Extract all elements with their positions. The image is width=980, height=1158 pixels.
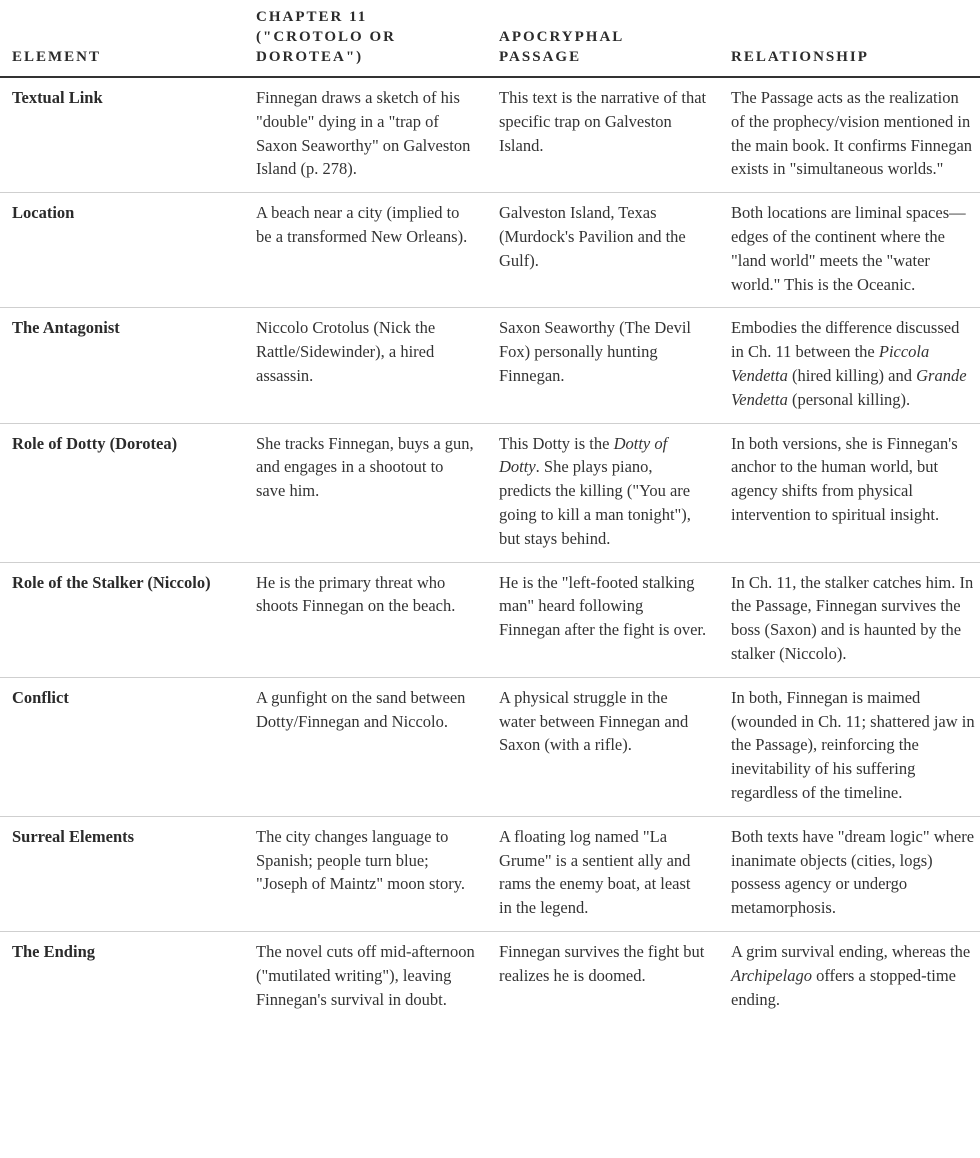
- header-element-label: ELEMENT: [12, 49, 102, 65]
- header-relationship: [719, 0, 980, 77]
- text-segment: (hired killing) and: [787, 365, 917, 385]
- text-segment: . She plays piano, predicts the killing ("You are going to kill a man tonight"), but stays behind.: [499, 457, 691, 548]
- header-chapter-line-3: DOROTEA"): [256, 49, 364, 65]
- header-apocryphal-line-2: PASSAGE: [499, 49, 582, 65]
- cell-element: Role of Dotty (Dorotea): [0, 423, 244, 562]
- table-row-role-of-dotty: [0, 423, 980, 562]
- cell-element: Conflict: [0, 677, 244, 816]
- table-row-textual-link: [0, 77, 980, 193]
- cell-element: Surreal Elements: [0, 816, 244, 931]
- cell-element: Role of the Stalker (Niccolo): [0, 562, 244, 677]
- table-body: [0, 77, 980, 1022]
- header-apocryphal-passage: [487, 0, 719, 77]
- cell-chapter: She tracks Finnegan, buys a gun, and engages in a shootout to save him.: [244, 423, 487, 562]
- emphasis-grande-vendetta: Grande Vendetta: [731, 365, 967, 409]
- cell-passage: Finnegan survives the fight but realizes he is doomed.: [499, 941, 705, 985]
- cell-chapter: Niccolo Crotolus (Nick the Rattle/Sidewinder), a hired assassin.: [244, 308, 487, 423]
- cell-relationship: The Passage acts as the realization of the prophecy/vision mentioned in the main book. It confirms Finnegan exists in "simultaneous worlds.": [719, 77, 980, 193]
- text-segment: offers a stopped-time ending.: [731, 965, 956, 1009]
- header-element: [0, 0, 244, 77]
- emphasis-piccola-vendetta: Piccola Vendetta: [731, 342, 930, 385]
- emphasis-dotty-of-dotty: Dotty of Dotty: [499, 433, 668, 477]
- cell-passage: [487, 423, 719, 562]
- header-chapter-11: [244, 0, 487, 77]
- emphasis-archipelago: Archipelago: [731, 965, 812, 985]
- cell-element: The Ending: [12, 941, 95, 961]
- header-chapter-line-2: ("CROTOLO OR: [256, 29, 396, 45]
- table-row-antagonist: [0, 308, 980, 423]
- cell-relationship: In Ch. 11, the stalker catches him. In the Passage, Finnegan survives the boss (Saxon) and is haunted by the stalker (Niccolo).: [719, 562, 980, 677]
- cell-passage: A physical struggle in the water between Finnegan and Saxon (with a rifle).: [487, 677, 719, 816]
- table-header: [0, 0, 980, 77]
- header-row: [0, 0, 980, 77]
- cell-passage: He is the "left-footed stalking man" heard following Finnegan after the fight is over.: [487, 562, 719, 677]
- cell-passage: Galveston Island, Texas (Murdock's Pavilion and the Gulf).: [487, 193, 719, 308]
- text-segment: Embodies the difference discussed in Ch. 11 between the: [731, 318, 960, 362]
- cell-chapter: The city changes language to Spanish; people turn blue; "Joseph of Maintz" moon story.: [244, 816, 487, 931]
- cell-passage: Saxon Seaworthy (The Devil Fox) personally hunting Finnegan.: [487, 308, 719, 423]
- cell-chapter: Finnegan draws a sketch of his "double" dying in a "trap of Saxon Seaworthy" on Galveston Island (p. 278).: [244, 77, 487, 193]
- cell-chapter: The novel cuts off mid-afternoon ("mutilated writing"), leaving Finnegan's survival in doubt.: [256, 941, 475, 1009]
- header-relationship-label: RELATIONSHIP: [731, 49, 869, 65]
- table-row-the-ending: [0, 931, 980, 1022]
- text-segment: (personal killing).: [787, 389, 911, 409]
- cell-relationship: Both locations are liminal spaces—edges of the continent where the "land world" meets the "water world." This is the Oceanic.: [719, 193, 980, 308]
- table-row-role-of-stalker: [0, 562, 980, 677]
- table-row-conflict: [0, 677, 980, 816]
- cell-relationship: [719, 931, 980, 1022]
- table-row-location: [0, 193, 980, 308]
- cell-relationship: Both texts have "dream logic" where inanimate objects (cities, logs) possess agency or undergo metamorphosis.: [719, 816, 980, 931]
- cell-passage: This text is the narrative of that specific trap on Galveston Island.: [487, 77, 719, 193]
- cell-chapter: A gunfight on the sand between Dotty/Finnegan and Niccolo.: [244, 677, 487, 816]
- cell-relationship: In both, Finnegan is maimed (wounded in Ch. 11; shattered jaw in the Passage), reinforcing the inevitability of his suffering regardless of the timeline.: [719, 677, 980, 816]
- text-segment: A grim survival ending, whereas the: [731, 941, 971, 961]
- header-chapter-line-1: CHAPTER 11: [256, 9, 368, 25]
- text-segment: This Dotty is the: [499, 433, 614, 453]
- cell-passage: A floating log named "La Grume" is a sentient ally and rams the enemy boat, at least in the legend.: [487, 816, 719, 931]
- header-apocryphal-line-1: APOCRYPHAL: [499, 29, 625, 45]
- table-row-surreal-elements: [0, 816, 980, 931]
- cell-element: Location: [0, 193, 244, 308]
- cell-element: Textual Link: [0, 77, 244, 193]
- cell-relationship: In both versions, she is Finnegan's anchor to the human world, but agency shifts from physical intervention to spiritual insight.: [719, 423, 980, 562]
- cell-chapter: He is the primary threat who shoots Finnegan on the beach.: [244, 562, 487, 677]
- cell-chapter: A beach near a city (implied to be a transformed New Orleans).: [244, 193, 487, 308]
- cell-element: The Antagonist: [0, 308, 244, 423]
- cell-relationship: [719, 308, 980, 423]
